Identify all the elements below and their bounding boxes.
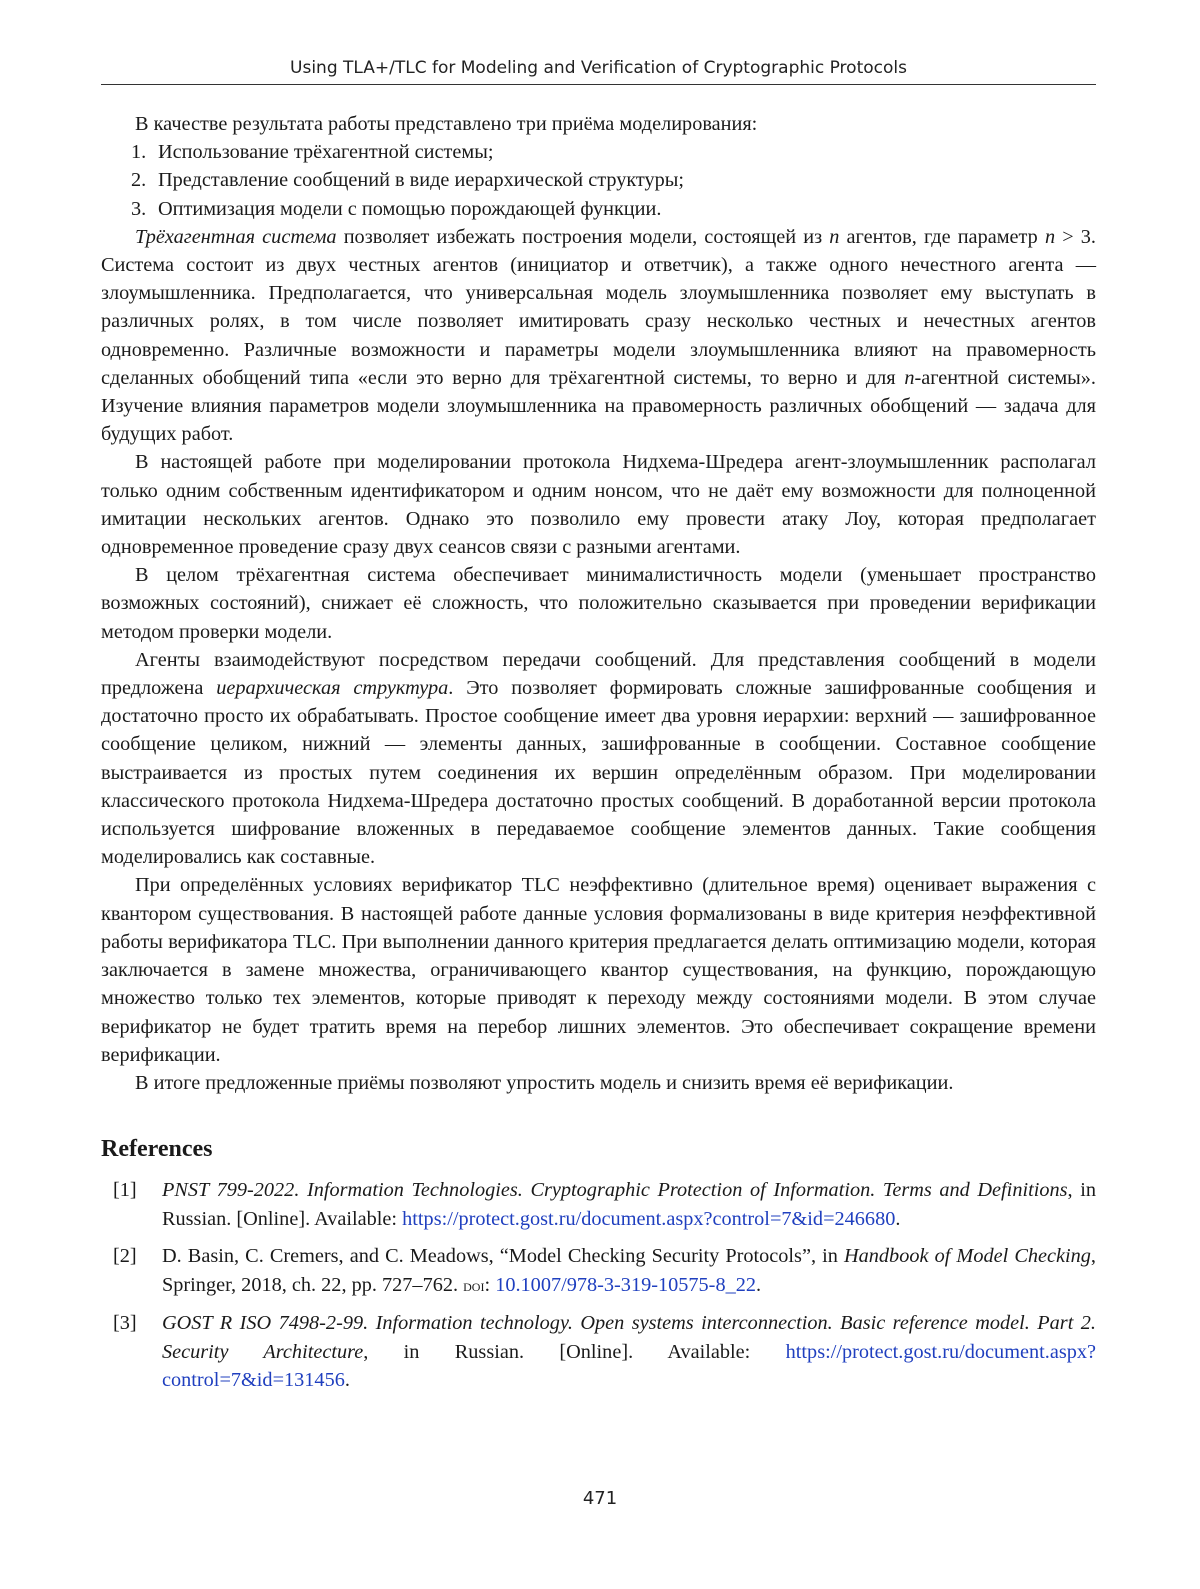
doi-label: doi — [463, 1275, 485, 1295]
running-head: Using TLA+/TLC for Modeling and Verification of Cryptographic Protocols — [290, 58, 907, 78]
conclusion-body — [101, 110, 1096, 1097]
reference-label: [1] — [113, 1179, 137, 1201]
summary-paragraph: В итоге предложенные приёмы позволяют упростить модель и снизить время её верификации. — [135, 1071, 954, 1094]
optimization-paragraph: При определённых условиях верификатор TLC неэффективно (длительное время) оценивает выражения с квантором существования. В настоящей работе данные условия формализованы в виде критерия неэффективной работы верификатора TLC. При выполнении данного критерия предлагается делать оптимизацию модели, которая заключается в замене множества, ограничивающего квантор существования, на функцию, порождающую множество только тех элементов, которые приводят к переходу между состояниями модели. В этом случае верификатор не будет тратить время на перебор лишних элементов. Это обеспечивает сокращение времени верификации. — [101, 874, 1096, 1066]
list-item: 2. Представление сообщений в виде иерархической структуры; — [131, 169, 685, 192]
references-list — [101, 1176, 1096, 1404]
reference-label: [2] — [113, 1245, 137, 1267]
reference-item: [1] PNST 799-2022. Information Technologies. Cryptographic Protection of Information. Terms and Definitions, in Russian. [Online]. Available: https://protect.gost.ru/document.aspx?control=7&id=246680. — [101, 1176, 1096, 1233]
minimalism-paragraph: В целом трёхагентная система обеспечивает минималистичность модели (уменьшает пространство возможных состояний), снижает её сложность, что положительно сказывается при проведении верификации методом проверки модели. — [101, 564, 1096, 643]
reference-link[interactable]: https://protect.gost.ru/document.aspx?control=7&id=246680 — [402, 1207, 896, 1230]
page-number: 471 — [582, 1488, 618, 1509]
techniques-list — [101, 138, 1096, 223]
reference-item: [2] D. Basin, C. Cremers, and C. Meadows, “Model Checking Security Protocols”, in Handbook of Model Checking, Springer, 2018, ch. 22, pp. 727–762. doi: 10.1007/978-3-319-10575-8_22. — [101, 1242, 1096, 1300]
references-heading: References — [101, 1136, 213, 1162]
doi-link[interactable]: 10.1007/978-3-319-10575-8_22 — [495, 1273, 757, 1296]
reference-link[interactable]: https://protect.gost.ru/document.aspx?control=7&id=131456 — [162, 1340, 1096, 1391]
hierarchy-paragraph: Агенты взаимодействуют посредством передачи сообщений. Для представления сообщений в модели предложена иерархическая структура. Это позволяет формировать сложные зашифрованные сообщения и достаточно просто их обрабатывать. Простое сообщение имеет два уровня иерархии: верхний — зашифрованное сообщение целиком, нижний — элементы данных, зашифрованные в сообщении. Составное сообщение выстраивается из простых путем соединения их вершин определённым образом. При моделировании классического протокола Нидхема-Шредера достаточно простых сообщений. В доработанной версии протокола используется шифрование вложенных в передаваемое сообщение элементов данных. Такие сообщения моделировались как составные. — [101, 648, 1097, 869]
reference-item: [3] GOST R ISO 7498-2-99. Information technology. Open systems interconnection. Basic reference model. Part 2. Security Architecture, in Russian. [Online]. Available: https://protect.gost.ru/document.aspx?control=7&id=131456. — [101, 1309, 1096, 1395]
three-agent-paragraph: Трёхагентная система позволяет избежать построения модели, состоящей из n агентов, где параметр n > 3. Система состоит из двух честных агентов (инициатор и ответчик), а также одного нечестного агента — злоумышленника. Предполагается, что универсальная модель злоумышленника позволяет ему выступать в различных ролях, в том числе позволяет имитировать сразу несколько честных и нечестных агентов одновременно. Различные возможности и параметры модели злоумышленника влияют на правомерность сделанных обобщений типа «если это верно для трёхагентной системы, то верно и для n-агентной системы». Изучение влияния параметров модели злоумышленника на правомерность различных обобщений — задача для будущих работ. — [101, 225, 1096, 446]
header-rule — [101, 84, 1096, 85]
intro-paragraph: В качестве результата работы представлено три приёма моделирования: — [135, 113, 758, 135]
reference-label: [3] — [113, 1312, 137, 1334]
list-item: 3. Оптимизация модели с помощью порождающей функции. — [131, 197, 662, 220]
lowe-attack-paragraph: В настоящей работе при моделировании протокола Нидхема-Шредера агент-злоумышленник располагал только одним собственным идентификатором и одним нонсом, что не даёт ему возможности для полноценной имитации нескольких агентов. Однако это позволило ему провести атаку Лоу, которая предполагает одновременное проведение сразу двух сеансов связи с разными агентами. — [101, 451, 1096, 559]
list-item: 1. Использование трёхагентной системы; — [131, 141, 494, 164]
